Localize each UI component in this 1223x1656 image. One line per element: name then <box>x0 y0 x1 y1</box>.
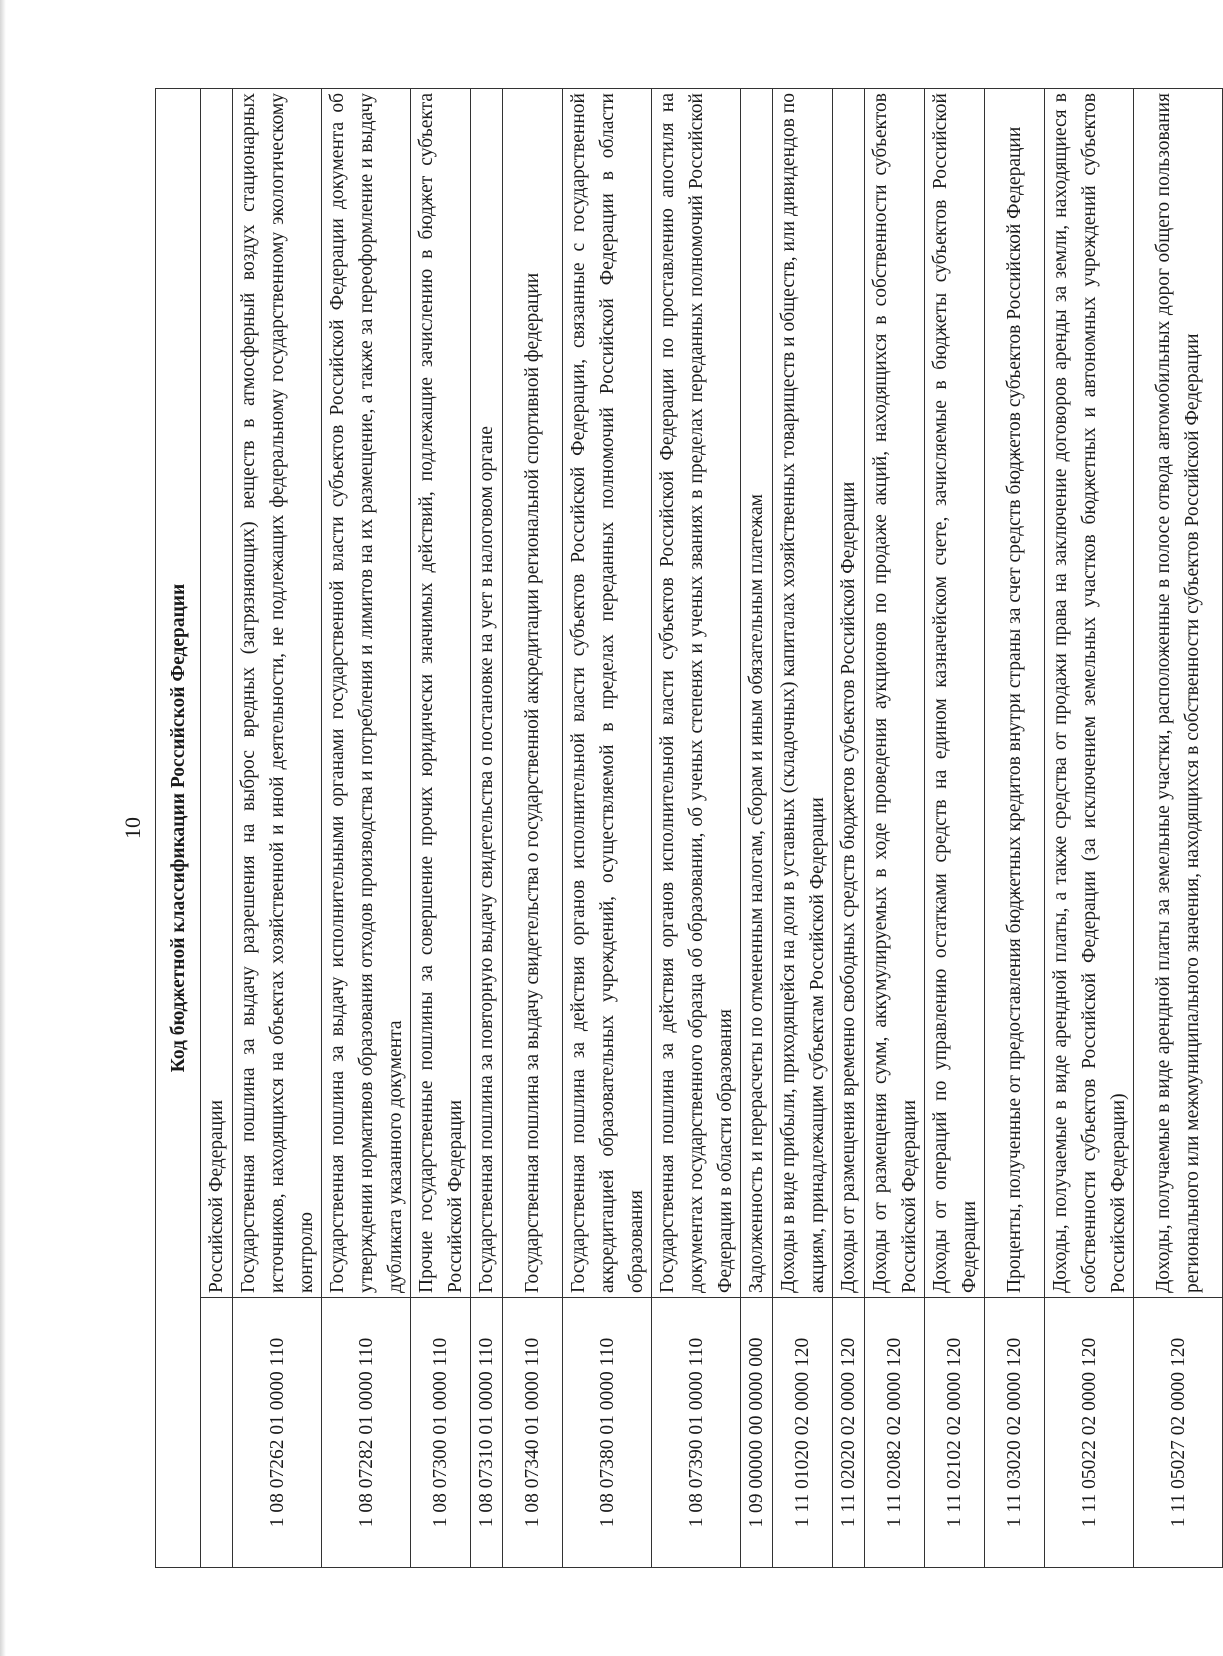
table-row <box>503 89 563 1568</box>
description-cell: Государственная пошлина за действия органов исполнительной власти субъектов Российской Федерации, связанные с государственной аккредитацией образовательных учреждений, осуществляемой в пределах переданных полномочий Российской Федерации в области образования <box>563 89 652 1298</box>
table-row <box>773 89 833 1568</box>
code-cell: 1 11 02102 02 0000 120 <box>925 1298 985 1568</box>
code-cell: 1 08 07390 01 0000 110 <box>652 1298 741 1568</box>
code-cell: 1 08 07380 01 0000 110 <box>563 1298 652 1568</box>
table-row <box>201 89 233 1568</box>
description-cell: Доходы, получаемые в виде арендной платы, а также средства от продажи права на заключение договоров аренды за земли, находящиеся в собственности субъектов Российской Федерации (за исключением земельных участков бюджетных и автономных учреждений субъектов Российской Федерации) <box>1045 89 1134 1298</box>
table-row <box>563 89 652 1568</box>
table-row <box>1045 89 1134 1568</box>
description-cell: Государственная пошлина за повторную выдачу свидетельства о постановке на учет в налоговом органе <box>471 89 503 1298</box>
code-cell: 1 09 00000 00 0000 000 <box>741 1298 773 1568</box>
description-cell: Доходы от размещения временно свободных средств бюджетов субъектов Российской Федерации <box>833 89 865 1298</box>
description-cell: Государственная пошлина за действия органов исполнительной власти субъектов Российской Федерации по проставлению апостиля на документах государственного образца об образовании, об ученых степенях и ученых званиях в пределах переданных полномочий Российской Федерации в области образования <box>652 89 741 1298</box>
table-row <box>411 89 471 1568</box>
code-cell: 1 08 07340 01 0000 110 <box>503 1298 563 1568</box>
table-row <box>741 89 773 1568</box>
table-row <box>833 89 865 1568</box>
table-row <box>925 89 985 1568</box>
table-row <box>1134 89 1223 1568</box>
scan-edge <box>0 0 6 1656</box>
code-cell: 1 11 05027 02 0000 120 <box>1134 1298 1223 1568</box>
description-cell: Государственная пошлина за выдачу исполнительными органами государственной власти субъектов Российской Федерации документа об утверждении нормативов образования отходов производства и потребления и лимитов на их размещение, а также за переоформление и выдачу дубликата указанного документа <box>322 89 411 1298</box>
table-row <box>865 89 925 1568</box>
code-cell: 1 11 02082 02 0000 120 <box>865 1298 925 1568</box>
table-row <box>652 89 741 1568</box>
code-cell <box>201 1298 233 1568</box>
description-cell: Государственная пошлина за выдачу разрешения на выброс вредных (загрязняющих) веществ в атмосферный воздух стационарных источников, находящихся на объектах хозяйственной и иной деятельности, не подлежащих федеральному государственному экологическому контролю <box>233 89 322 1298</box>
description-cell: Государственная пошлина за выдачу свидетельства о государственной аккредитации региональной спортивной федерации <box>503 89 563 1298</box>
budget-classification-table <box>155 88 1223 1568</box>
table-row <box>471 89 503 1568</box>
table-row <box>985 89 1045 1568</box>
code-cell: 1 11 01020 02 0000 120 <box>773 1298 833 1568</box>
code-cell: 1 08 07262 01 0000 110 <box>233 1298 322 1568</box>
description-cell: Задолженность и перерасчеты по отмененным налогам, сборам и иным обязательным платежам <box>741 89 773 1298</box>
table-header-row <box>156 89 201 1568</box>
description-cell: Доходы от размещения сумм, аккумулируемых в ходе проведения аукционов по продаже акций, находящихся в собственности субъектов Российской Федерации <box>865 89 925 1298</box>
description-cell: Доходы в виде прибыли, приходящейся на доли в уставных (складочных) капиталах хозяйственных товариществ и обществ, или дивидендов по акциям, принадлежащим субъектам Российской Федерации <box>773 89 833 1298</box>
code-cell: 1 08 07310 01 0000 110 <box>471 1298 503 1568</box>
code-cell: 1 11 05022 02 0000 120 <box>1045 1298 1134 1568</box>
description-cell: Российской Федерации <box>201 89 233 1298</box>
table-header: Код бюджетной классификации Российской Федерации <box>156 89 201 1568</box>
page-number: 10 <box>120 817 145 839</box>
table-row <box>233 89 322 1568</box>
code-cell: 1 11 02020 02 0000 120 <box>833 1298 865 1568</box>
description-cell: Доходы, получаемые в виде арендной платы за земельные участки, расположенные в полосе отвода автомобильных дорог общего пользования регионального или межмуниципального значения, находящихся в собственности субъектов Российской Федерации <box>1134 89 1223 1298</box>
code-cell: 1 11 03020 02 0000 120 <box>985 1298 1045 1568</box>
description-cell: Прочие государственные пошлины за совершение прочих юридически значимых действий, подлежащие зачислению в бюджет субъекта Российской Федерации <box>411 89 471 1298</box>
table-row <box>322 89 411 1568</box>
description-cell: Доходы от операций по управлению остатками средств на едином казначейском счете, зачисляемые в бюджеты субъектов Российской Федерации <box>925 89 985 1298</box>
code-cell: 1 08 07300 01 0000 110 <box>411 1298 471 1568</box>
description-cell: Проценты, полученные от предоставления бюджетных кредитов внутри страны за счет средств бюджетов субъектов Российской Федерации <box>985 89 1045 1298</box>
code-cell: 1 08 07282 01 0000 110 <box>322 1298 411 1568</box>
